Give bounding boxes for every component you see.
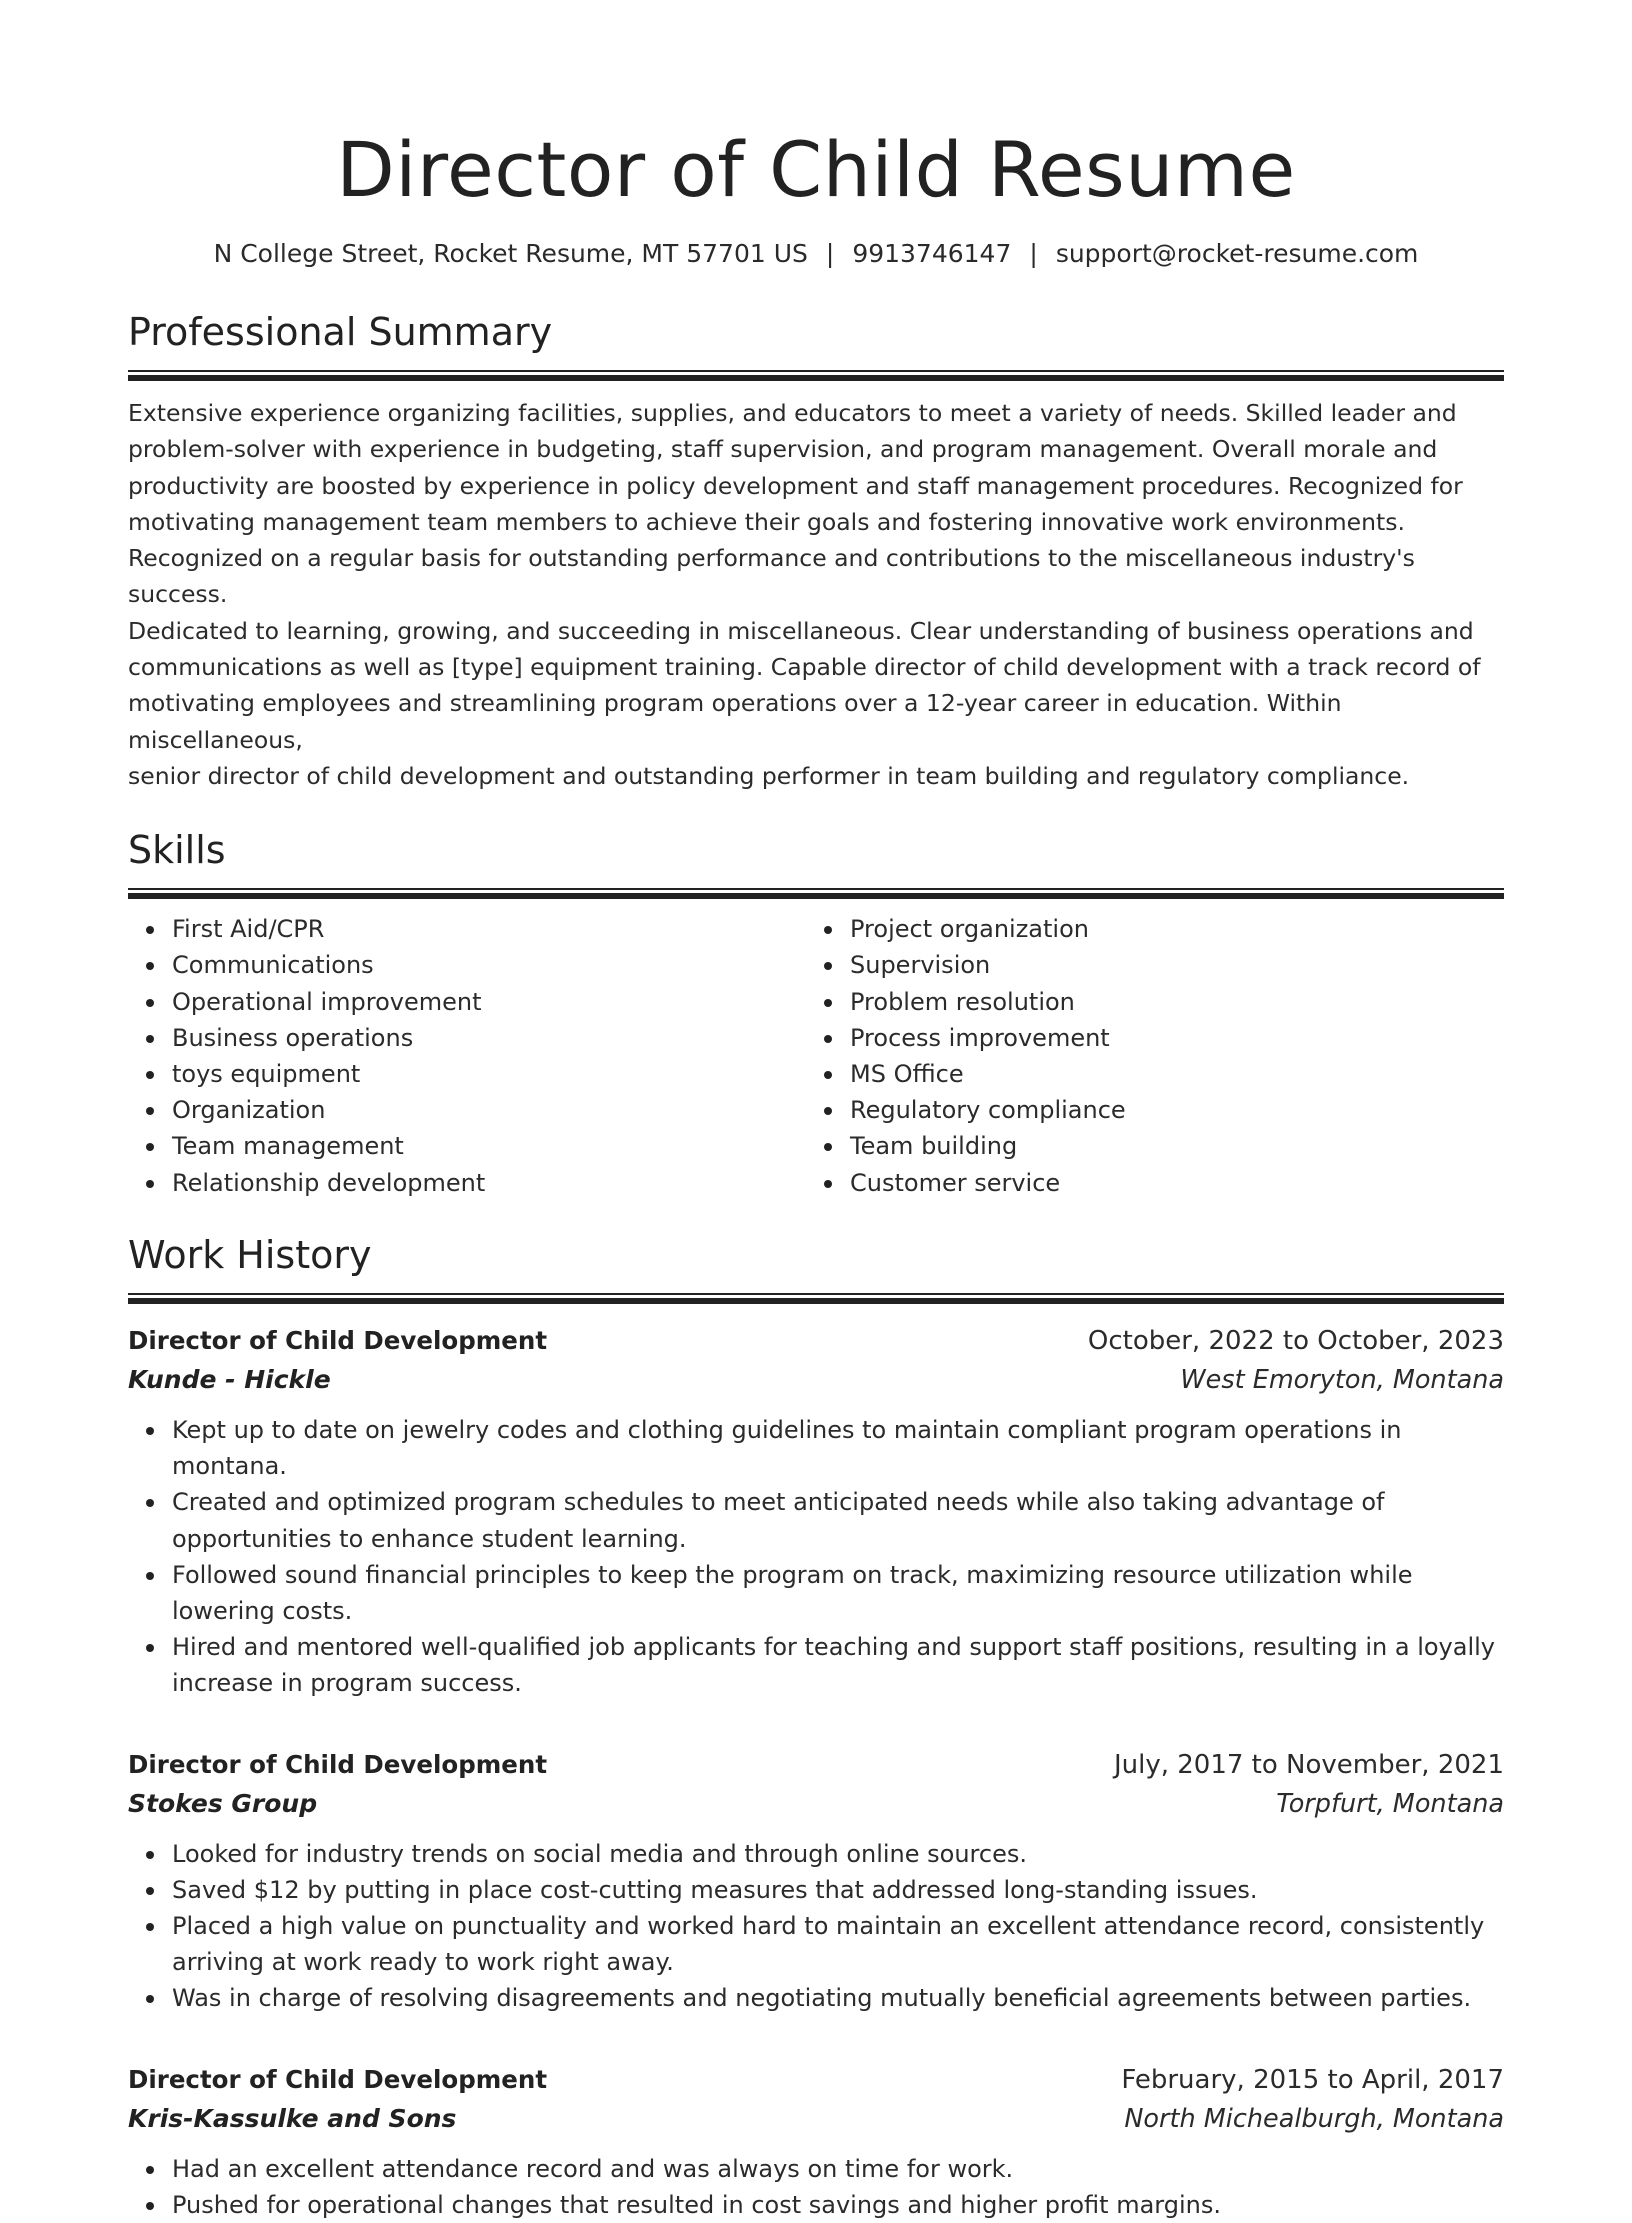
section-heading: Skills (128, 828, 226, 873)
skill-item: First Aid/CPR (172, 911, 806, 947)
summary-line: Recognized on a regular basis for outstanding performance and contributions to the miscellaneous industry's success. (128, 544, 1415, 609)
summary-line: problem-solver with experience in budgeting, staff supervision, and program management. Overall morale and (128, 435, 1438, 464)
job-duties-list (128, 1412, 1504, 1702)
job-duty: Had an excellent attendance record and was always on time for work. (172, 2151, 1504, 2187)
contact-separator: | (1029, 239, 1038, 268)
skills-list (128, 911, 806, 1201)
skill-item: Business operations (172, 1020, 806, 1056)
skill-item: toys equipment (172, 1056, 806, 1092)
skill-item: Team management (172, 1128, 806, 1164)
job-duty: Saved $12 by putting in place cost-cutting measures that addressed long-standing issues. (172, 1872, 1504, 1908)
job-header-row (128, 2061, 1504, 2099)
skills-list (806, 911, 1484, 1201)
contact-email: support@rocket-resume.com (1055, 239, 1419, 268)
job-duty: Created and optimized program schedules to meet anticipated needs while also taking advantage of opportunities to enhance student learning. (172, 1484, 1504, 1556)
section-heading: Work History (128, 1232, 372, 1277)
skill-item: Relationship development (172, 1165, 806, 1201)
summary-line: productivity are boosted by experience in policy development and staff management procedures. Recognized for (128, 471, 1463, 500)
job-dates: July, 2017 to November, 2021 (1113, 1749, 1504, 1780)
skill-item: Process improvement (850, 1020, 1484, 1056)
job-title: Director of Child Development (128, 1749, 548, 1779)
skills-section (128, 826, 1504, 1201)
summary-line: motivating management team members to achieve their goals and fostering innovative work environments. (128, 507, 1405, 536)
section-heading: Professional Summary (128, 310, 553, 354)
job-location: Torpfurt, Montana (1276, 1788, 1504, 1819)
skills-column-left (128, 911, 806, 1201)
job-company: Stokes Group (128, 1788, 318, 1818)
job-title: Director of Child Development (128, 1325, 548, 1355)
summary-line: communications as well as [type] equipment training. Capable director of child development with a track record of (128, 653, 1481, 682)
skill-item: Problem resolution (850, 984, 1484, 1020)
contact-address: N College Street, Rocket Resume, MT 57701 US (213, 239, 808, 268)
skill-item: Communications (172, 947, 806, 983)
job-location: West Emoryton, Montana (1180, 1364, 1504, 1395)
summary-line: Dedicated to learning, growing, and succeeding in miscellaneous. Clear understanding of business operations and (128, 616, 1474, 645)
job-duties-list (128, 2151, 1504, 2223)
skill-item: Supervision (850, 947, 1484, 983)
skill-item: Customer service (850, 1165, 1484, 1201)
work-history-section (128, 1231, 1504, 2223)
summary-line: senior director of child development and outstanding performer in team building and regulatory compliance. (128, 761, 1410, 790)
job-company: Kris-Kassulke and Sons (128, 2103, 457, 2133)
job-header-row (128, 1746, 1504, 1784)
summary-line: motivating employees and streamlining program operations over a 12-year career in education. Within miscellaneous, (128, 689, 1342, 754)
job-duty: Looked for industry trends on social media and through online sources. (172, 1836, 1504, 1872)
contact-separator: | (825, 239, 835, 268)
job-company-row (128, 1784, 1504, 1824)
job-duty: Was in charge of resolving disagreements and negotiating mutually beneficial agreements between parties. (172, 1980, 1504, 2016)
skill-item: Project organization (850, 911, 1484, 947)
section-divider (128, 1293, 1504, 1304)
contact-phone: 9913746147 (852, 239, 1012, 268)
job-title: Director of Child Development (128, 2064, 548, 2094)
skill-item: Regulatory compliance (850, 1092, 1484, 1128)
section-divider (128, 888, 1504, 899)
job-duty: Hired and mentored well-qualified job applicants for teaching and support staff positions, resulting in a loyally increase in program success. (172, 1629, 1504, 1701)
job-company: Kunde - Hickle (128, 1364, 331, 1394)
job-header-row (128, 1322, 1504, 1360)
contact-line (128, 236, 1504, 272)
skill-item: MS Office (850, 1056, 1484, 1092)
job-dates: February, 2015 to April, 2017 (1121, 2064, 1504, 2095)
skills-column-right (806, 911, 1484, 1201)
job-duty: Kept up to date on jewelry codes and clothing guidelines to maintain compliant program operations in montana. (172, 1412, 1504, 1484)
job-duty: Pushed for operational changes that resulted in cost savings and higher profit margins. (172, 2187, 1504, 2223)
job-duty: Followed sound financial principles to keep the program on track, maximizing resource utilization while lowering costs. (172, 1557, 1504, 1629)
job-duty: Placed a high value on punctuality and worked hard to maintain an excellent attendance record, consistently arriving at work ready to work right away. (172, 1908, 1504, 1980)
skill-item: Team building (850, 1128, 1484, 1164)
resume-title: Director of Child Resume (336, 125, 1296, 214)
job-company-row (128, 1360, 1504, 1400)
job-entry (128, 1322, 1504, 1702)
job-location: North Michealburgh, Montana (1124, 2103, 1504, 2134)
professional-summary-section (128, 308, 1504, 794)
section-divider (128, 370, 1504, 381)
skill-item: Operational improvement (172, 984, 806, 1020)
job-entry (128, 2061, 1504, 2223)
skills-grid (128, 911, 1504, 1201)
job-dates: October, 2022 to October, 2023 (1087, 1325, 1504, 1356)
job-company-row (128, 2099, 1504, 2139)
job-duties-list (128, 1836, 1504, 2017)
summary-line: Extensive experience organizing facilities, supplies, and educators to meet a variety of needs. Skilled leader and (128, 399, 1457, 427)
skill-item: Organization (172, 1092, 806, 1128)
job-entry (128, 1746, 1504, 2017)
summary-text (128, 395, 1504, 794)
